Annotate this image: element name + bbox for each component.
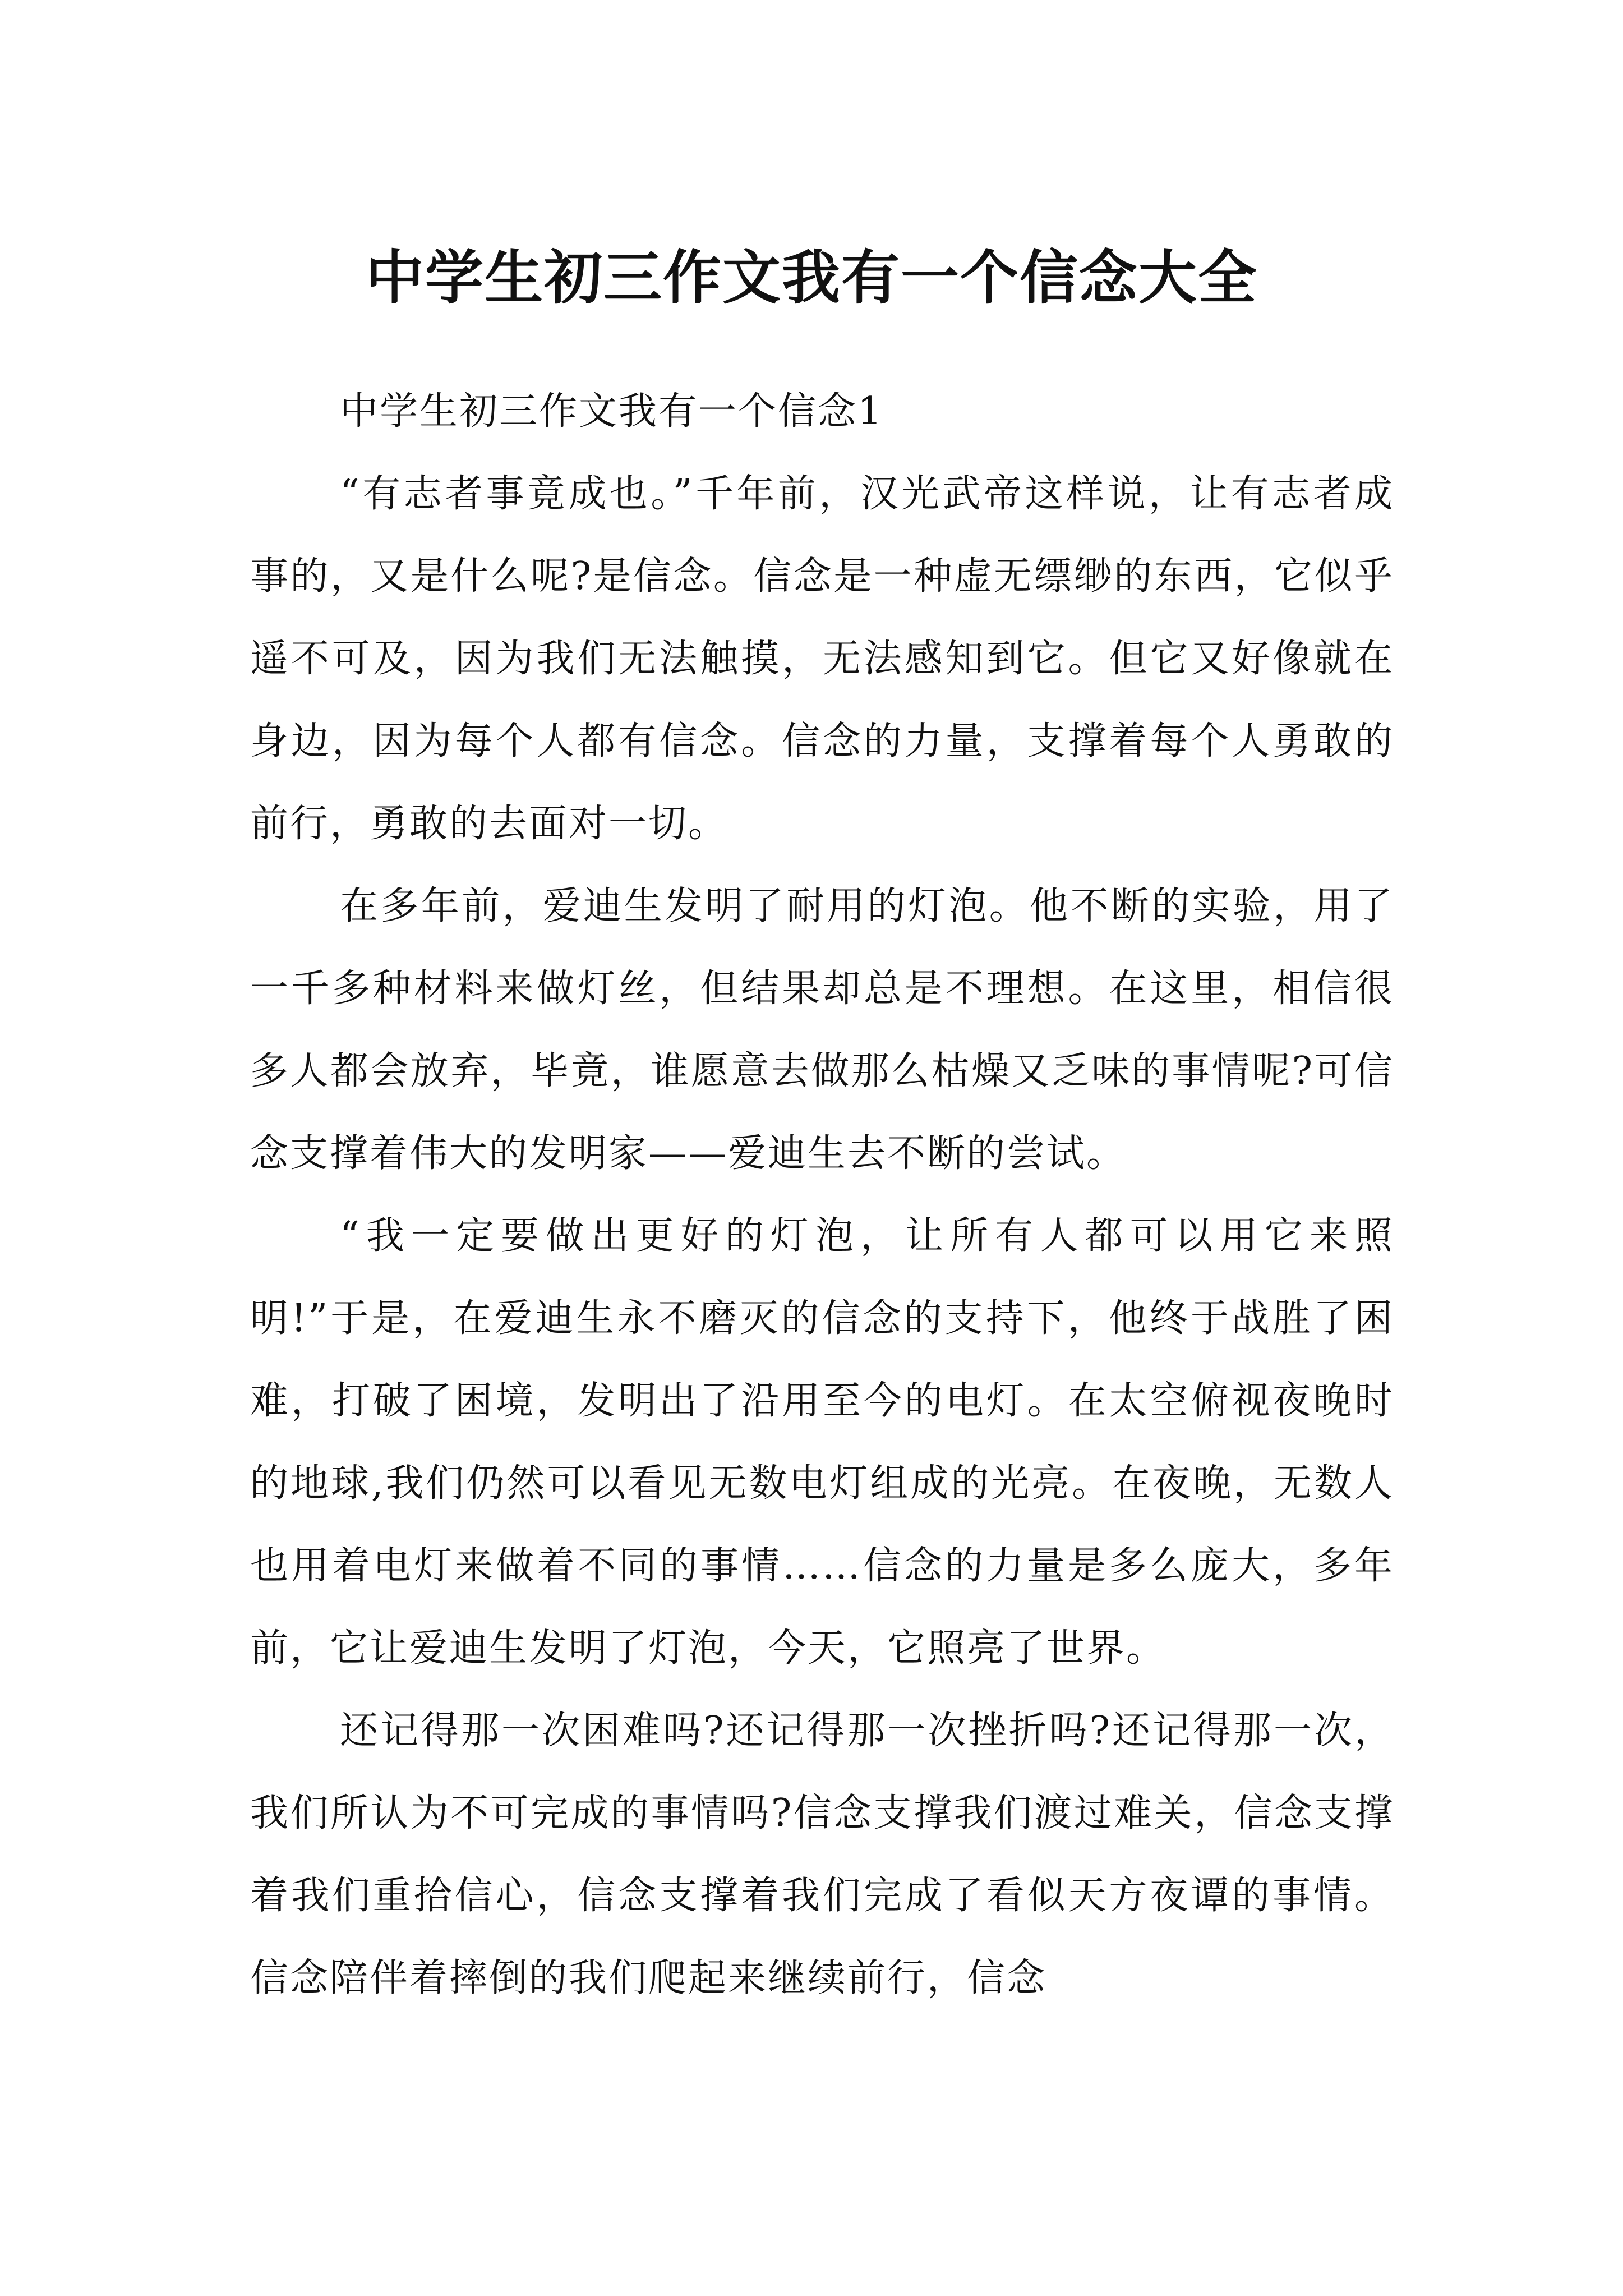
paragraph: 还记得那一次困难吗?还记得那一次挫折吗?还记得那一次，我们所认为不可完成的事情吗?信念支撑我们渡过难关，信念支撑着我们重拾信心，信念支撑着我们完成了看似天方夜谭的事情。信念陪伴着摔倒的我们爬起来继续前行，信念	[250, 1709, 1394, 2000]
document-title: 中学生初三作文我有一个信念大全	[365, 243, 1257, 312]
section-heading: 中学生初三作文我有一个信念1	[340, 389, 884, 434]
paragraph: “我一定要做出更好的灯泡，让所有人都可以用它来照明!”于是，在爱迪生永不磨灭的信念的支持下，他终于战胜了困难，打破了困境，发明出了沿用至今的电灯。在太空俯视夜晚时的地球,我们仍然可以看见无数电灯组成的光亮。在夜晚，无数人也用着电灯来做着不同的事情……信念的力量是多么庞大，多年前，它让爱迪生发明了灯泡，今天，它照亮了世界。	[250, 1214, 1394, 1671]
document-body	[250, 370, 1394, 2019]
paragraph: “有志者事竟成也。”千年前，汉光武帝这样说，让有志者成事的，又是什么呢?是信念。信念是一种虚无缥缈的东西，它似乎遥不可及，因为我们无法触摸，无法感知到它。但它又好像就在身边，因为每个人都有信念。信念的力量，支撑着每个人勇敢的前行，勇敢的去面对一切。	[250, 472, 1394, 846]
paragraph: 在多年前，爱迪生发明了耐用的灯泡。他不断的实验，用了一千多种材料来做灯丝，但结果却总是不理想。在这里，相信很多人都会放弃，毕竟，谁愿意去做那么枯燥又乏味的事情呢?可信念支撑着伟大的发明家——爱迪生去不断的尝试。	[250, 884, 1394, 1176]
